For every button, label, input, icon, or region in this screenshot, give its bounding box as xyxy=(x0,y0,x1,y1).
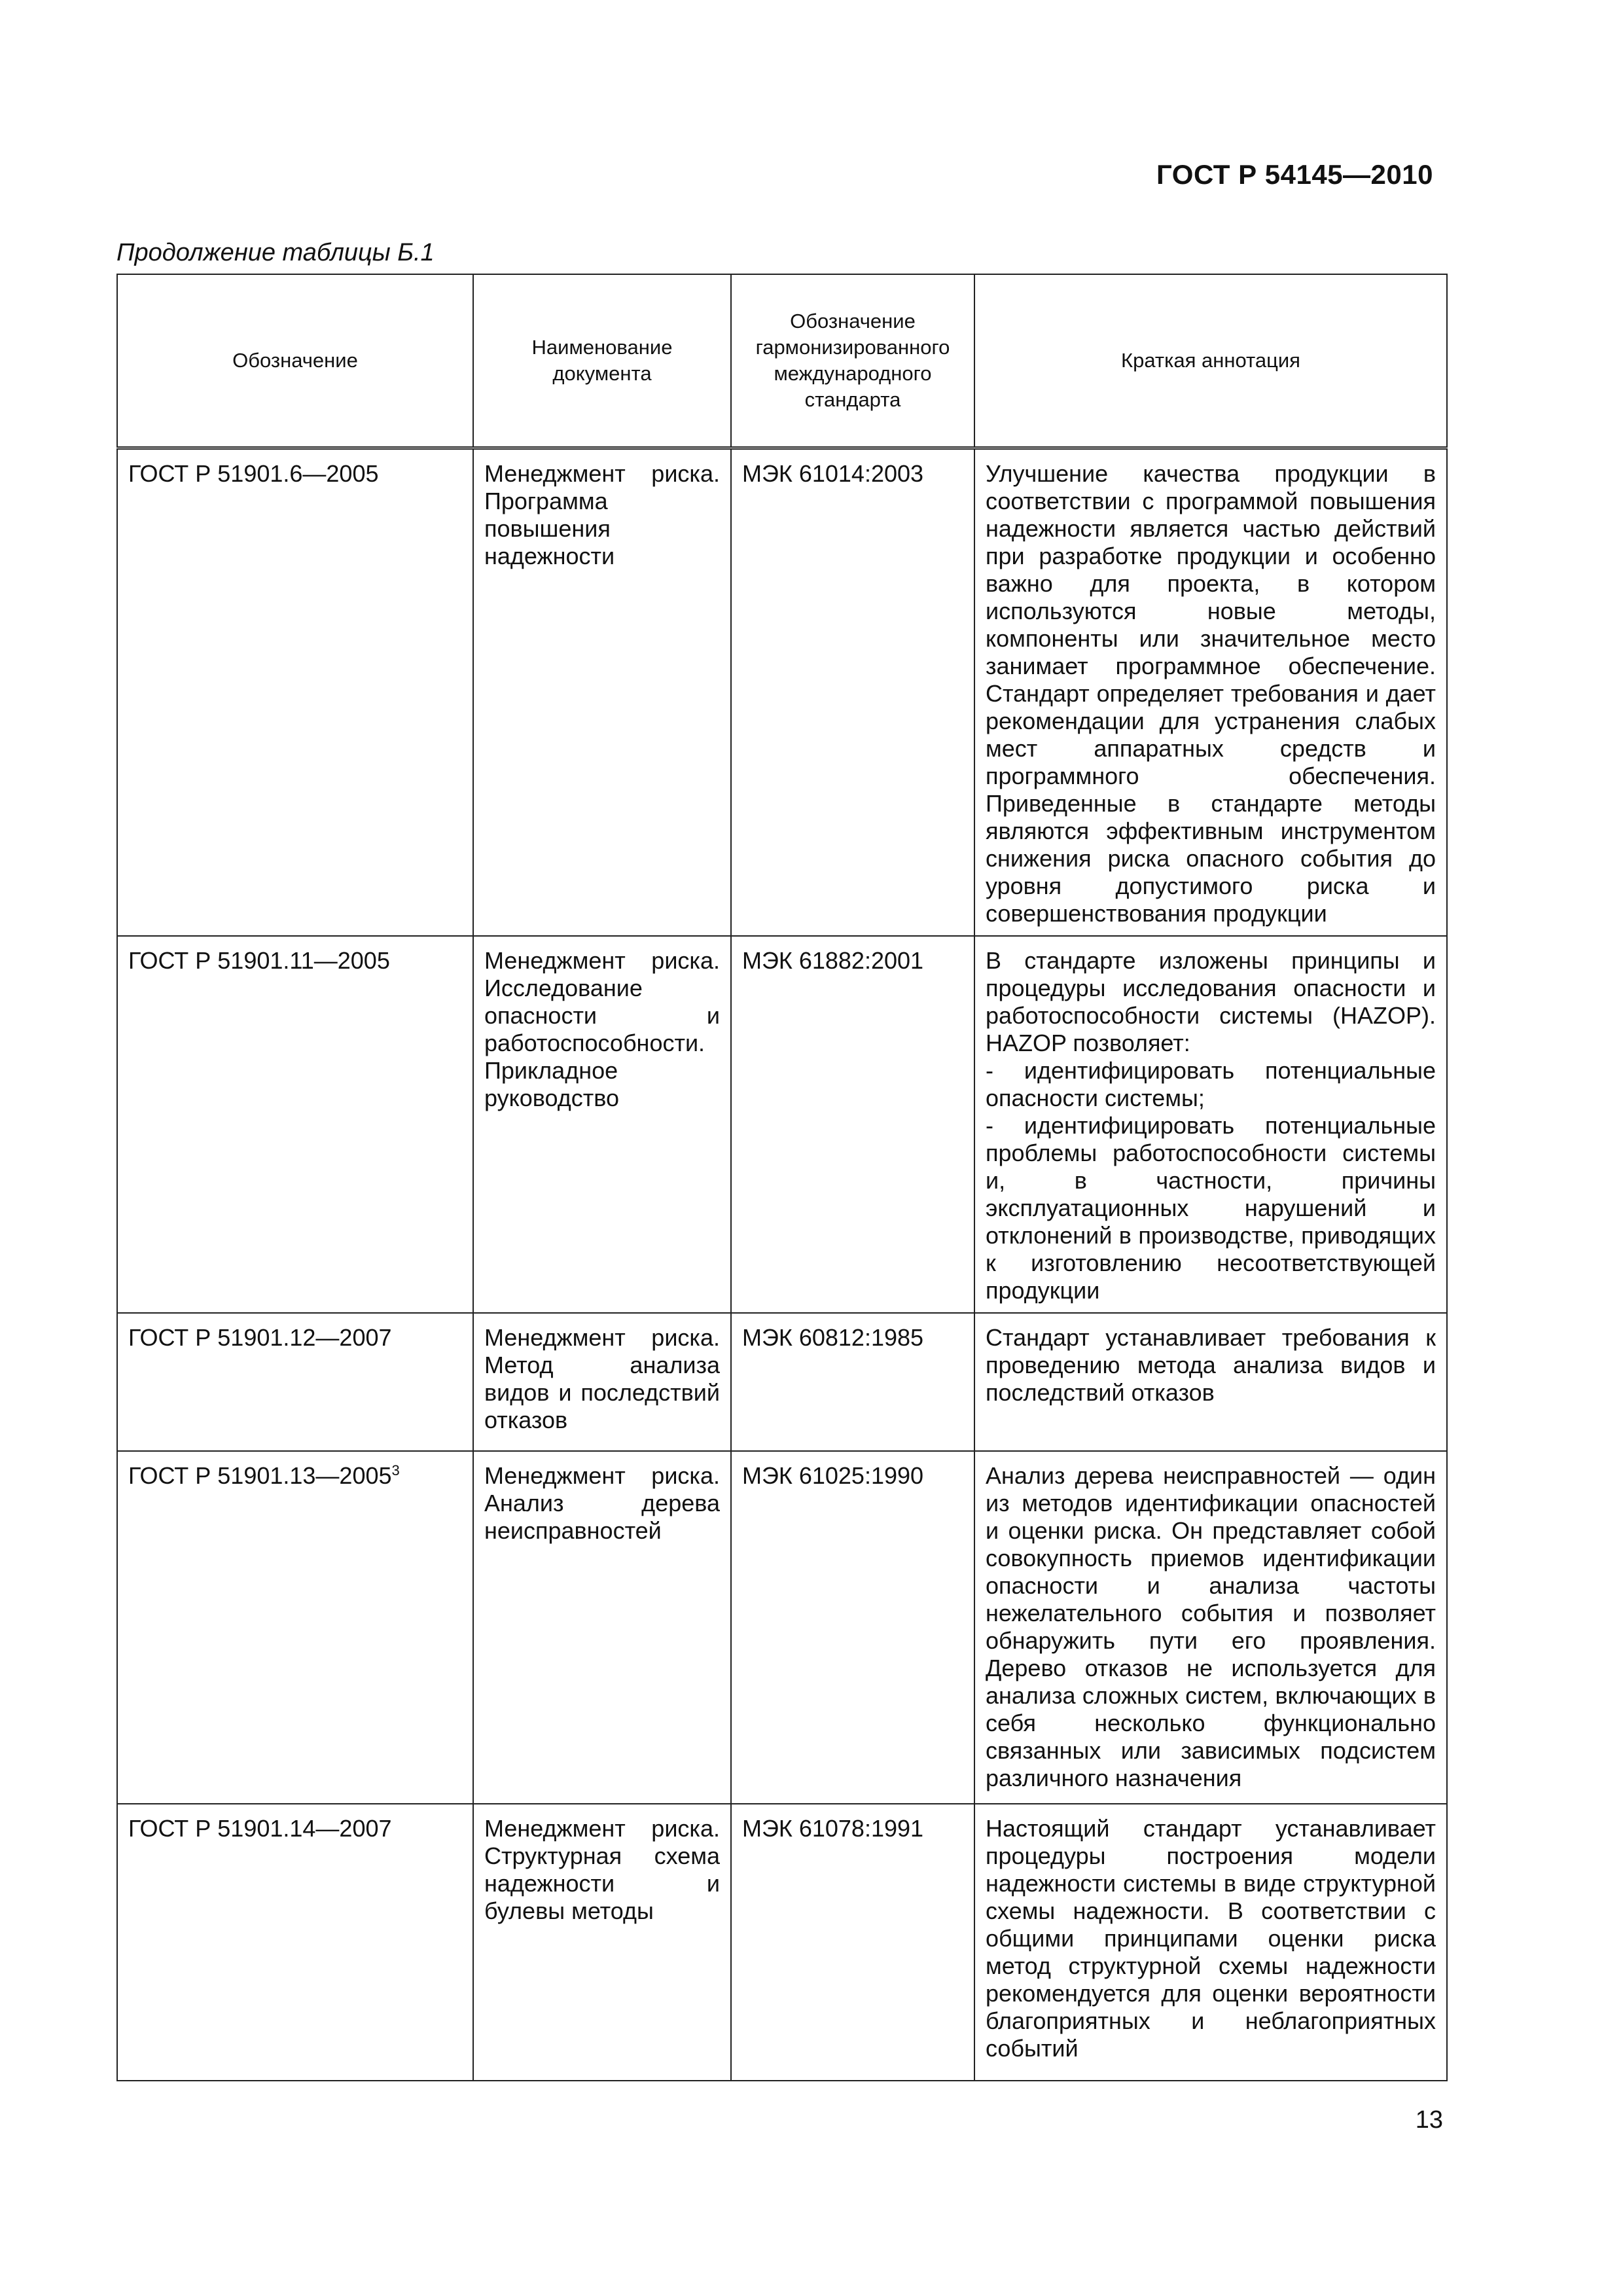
document-name-cell: Менеджмент риска. Анализ дерева неисправностей xyxy=(473,1451,731,1804)
document-name-cell: Менеджмент риска. Исследование опасности и работоспособности. Прикладное руководство xyxy=(473,936,731,1313)
page-number: 13 xyxy=(1415,2106,1443,2134)
annotation-cell: Анализ дерева неисправностей — один из методов идентификации опасностей и оценки риска. Он представляет собой совокупность приемов идентификации опасности и анализа частоты нежелательного события и позволяет обнаружить пути его проявления. Дерево отказов не используется для анализа сложных систем, включающих в себя несколько функционально связанных или зависимых подсистем различного назначения xyxy=(974,1451,1447,1804)
intl-standard-cell: МЭК 61882:2001 xyxy=(731,936,974,1313)
table-row xyxy=(117,448,1447,937)
standards-table xyxy=(116,274,1448,2081)
intl-standard-cell: МЭК 61025:1990 xyxy=(731,1451,974,1804)
document-code-cell xyxy=(117,1313,473,1451)
document-name-cell: Менеджмент риска. Структурная схема надежности и булевы методы xyxy=(473,1804,731,2081)
table-row xyxy=(117,1313,1447,1451)
intl-standard-cell: МЭК 61078:1991 xyxy=(731,1804,974,2081)
document-code-cell xyxy=(117,448,473,937)
code-text: ГОСТ Р 51901.11—2005 xyxy=(128,947,390,974)
document-name-cell: Менеджмент риска. Программа повышения надежности xyxy=(473,448,731,937)
table-row xyxy=(117,1804,1447,2081)
table-row xyxy=(117,936,1447,1313)
document-code-cell xyxy=(117,936,473,1313)
annotation-cell: В стандарте изложены принципы и процедуры исследования опасности и работоспособности системы (HAZOP). HAZOP позволяет: - идентифицировать потенциальные опасности системы; - идентифицировать потенциальные проблемы работоспособности системы и, в частности, причины эксплуатационных нарушений и отклонений в производстве, приводящих к изготовлению несоответствующей продукции xyxy=(974,936,1447,1313)
column-header-name: Наименование документа xyxy=(473,274,731,448)
table-caption: Продолжение таблицы Б.1 xyxy=(116,239,435,266)
document-code-cell xyxy=(117,1804,473,2081)
intl-standard-cell: МЭК 61014:2003 xyxy=(731,448,974,937)
document-code-cell xyxy=(117,1451,473,1804)
code-text: ГОСТ Р 51901.14—2007 xyxy=(128,1815,392,1842)
annotation-cell: Стандарт устанавливает требования к проведению метода анализа видов и последствий отказов xyxy=(974,1313,1447,1451)
column-header-annotation: Краткая аннотация xyxy=(974,274,1447,448)
document-name-cell: Менеджмент риска. Метод анализа видов и последствий отказов xyxy=(473,1313,731,1451)
column-header-intl-standard: Обозначение гармонизированного международного стандарта xyxy=(731,274,974,448)
footnote-marker: 3 xyxy=(391,1462,400,1479)
code-text: ГОСТ Р 51901.6—2005 xyxy=(128,460,379,487)
intl-standard-cell: МЭК 60812:1985 xyxy=(731,1313,974,1451)
annotation-cell: Улучшение качества продукции в соответствии с программой повышения надежности является частью действий при разработке продукции и особенно важно для проекта, в котором используются новые методы, компоненты или значительное место занимает программное обеспечение. Стандарт определяет требования и дает рекомендации для устранения слабых мест аппаратных средств и программного обеспечения. Приведенные в стандарте методы являются эффективным инструментом снижения риска опасного события до уровня допустимого риска и совершенствования продукции xyxy=(974,448,1447,937)
column-header-code: Обозначение xyxy=(117,274,473,448)
annotation-cell: Настоящий стандарт устанавливает процедуры построения модели надежности системы в виде структурной схемы надежности. В соответствии с общими принципами оценки риска метод структурной схемы надежности рекомендуется для оценки вероятности благоприятных и неблагоприятных событий xyxy=(974,1804,1447,2081)
table-header-row xyxy=(117,274,1447,448)
table-row xyxy=(117,1451,1447,1804)
code-text: ГОСТ Р 51901.12—2007 xyxy=(128,1324,392,1351)
code-text: ГОСТ Р 51901.13—2005 xyxy=(128,1462,392,1489)
document-code: ГОСТ Р 54145—2010 xyxy=(1156,159,1433,190)
